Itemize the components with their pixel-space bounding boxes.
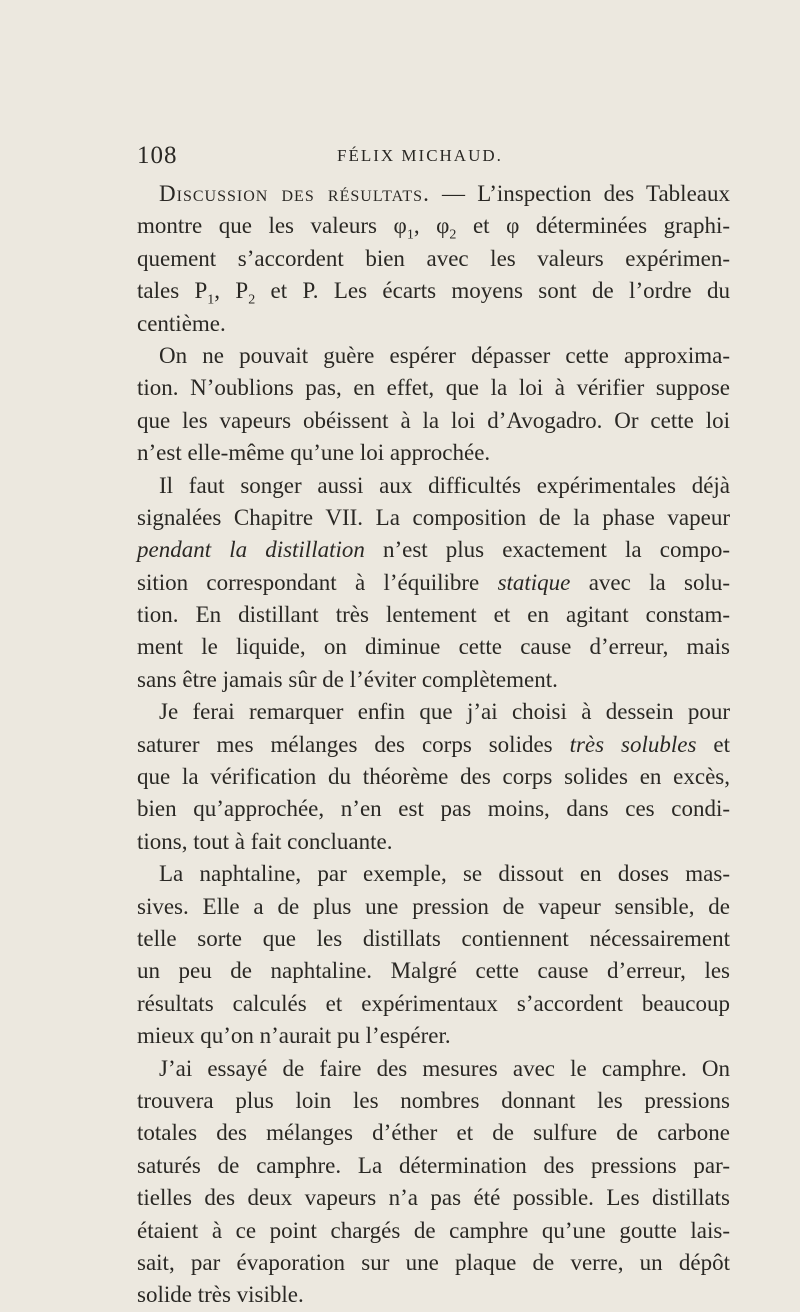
subscript: 1	[406, 227, 414, 243]
text-span: , P	[214, 278, 249, 304]
text-line: Je ferai remarquer enfin que j’ai choisi à dessein pour	[159, 699, 730, 725]
text-line: centième.	[137, 310, 226, 336]
paragraph	[137, 858, 730, 1052]
text-line: saturés de camphre. La détermination des pressions par-	[137, 1152, 730, 1178]
text-span: avec la solu-	[570, 569, 730, 595]
text-span: et φ déterminées graphi-	[456, 213, 730, 239]
text-line	[137, 534, 730, 566]
paragraph	[137, 470, 730, 697]
italic-text: statique	[497, 569, 571, 595]
text-line: solide très visible.	[137, 1282, 304, 1308]
text-span: , φ	[413, 213, 450, 239]
paragraph-discussion	[137, 178, 730, 340]
text-line: trouvera plus loin les nombres donnant les pressions	[137, 1087, 730, 1113]
text-line: J’ai essayé de faire des mesures avec le camphre. On	[159, 1055, 730, 1081]
text-line: ment le liquide, on diminue cette cause d’erreur, mais	[137, 634, 730, 660]
text-span: n’est plus exactement la compo-	[364, 537, 730, 563]
italic-text: très solubles	[569, 731, 697, 757]
text-line: signalées Chapitre VII. La composition de la phase vapeur	[137, 504, 730, 530]
text-line: sives. Elle a de plus une pression de vapeur sensible, de	[137, 893, 730, 919]
text-line: que la vérification du théorème des corps solides en excès,	[137, 764, 730, 790]
text-line	[137, 567, 730, 599]
text-span: et P. Les écarts moyens sont de l’ordre du	[255, 278, 730, 304]
text-line: tion. En distillant très lentement et en agitant constam-	[137, 602, 730, 628]
text-line	[137, 275, 730, 307]
text-line	[137, 729, 730, 761]
text-line	[137, 210, 730, 242]
text-line	[137, 178, 730, 210]
subscript: 2	[449, 227, 457, 243]
text-span: et	[696, 731, 731, 757]
text-line: que les vapeurs obéissent à la loi d’Avogadro. Or cette loi	[137, 407, 730, 433]
running-title: FÉLIX MICHAUD.	[337, 146, 503, 165]
text-line: totales des mélanges d’éther et de sulfure de carbone	[137, 1120, 730, 1146]
text-line: étaient à ce point chargés de camphre qu’une goutte lais-	[137, 1217, 730, 1243]
text-line: sait, par évaporation sur une plaque de verre, un dépôt	[137, 1249, 730, 1275]
text-span: tales P	[137, 278, 208, 304]
text-line: n’est elle-même qu’une loi approchée.	[137, 440, 491, 466]
text-line: tions, tout à fait concluante.	[137, 828, 393, 854]
text-line: tielles des deux vapeurs n’a pas été possible. Les distillats	[137, 1185, 730, 1211]
paragraph	[137, 1053, 730, 1312]
text-span: — L’inspection des Tableaux	[429, 181, 730, 206]
text-line: tion. N’oublions pas, en effet, que la loi à vérifier suppose	[137, 375, 730, 401]
italic-text: pendant la distillation	[137, 537, 365, 563]
paragraph	[137, 696, 730, 858]
text-line: sans être jamais sûr de l’éviter complètement.	[137, 666, 558, 692]
text-line: bien qu’approchée, n’en est pas moins, dans ces condi-	[137, 796, 730, 822]
text-line: telle sorte que les distillats contiennent nécessairement	[137, 925, 730, 951]
section-heading: Discussion des résultats.	[159, 181, 430, 206]
text-line: On ne pouvait guère espérer dépasser cette approxima-	[159, 342, 730, 368]
text-line: mieux qu’on n’aurait pu l’espérer.	[137, 1023, 451, 1049]
text-span: sition correspondant à l’équilibre	[137, 569, 498, 595]
text-line: résultats calculés et expérimentaux s’accordent beaucoup	[137, 990, 730, 1016]
text-span: montre que les valeurs φ	[137, 213, 407, 239]
text-span: saturer mes mélanges des corps solides	[137, 731, 570, 757]
subscript: 1	[207, 292, 215, 308]
subscript: 2	[248, 292, 256, 308]
text-line: Il faut songer aussi aux difficultés expérimentales déjà	[159, 472, 730, 498]
page-number: 108	[137, 142, 178, 169]
body-text	[137, 178, 730, 1312]
text-line: quement s’accordent bien avec les valeurs expérimen-	[137, 245, 730, 271]
running-head	[137, 142, 730, 174]
text-line: La naphtaline, par exemple, se dissout en doses mas-	[159, 861, 730, 887]
text-line: un peu de naphtaline. Malgré cette cause d’erreur, les	[137, 958, 730, 984]
paragraph	[137, 340, 730, 470]
